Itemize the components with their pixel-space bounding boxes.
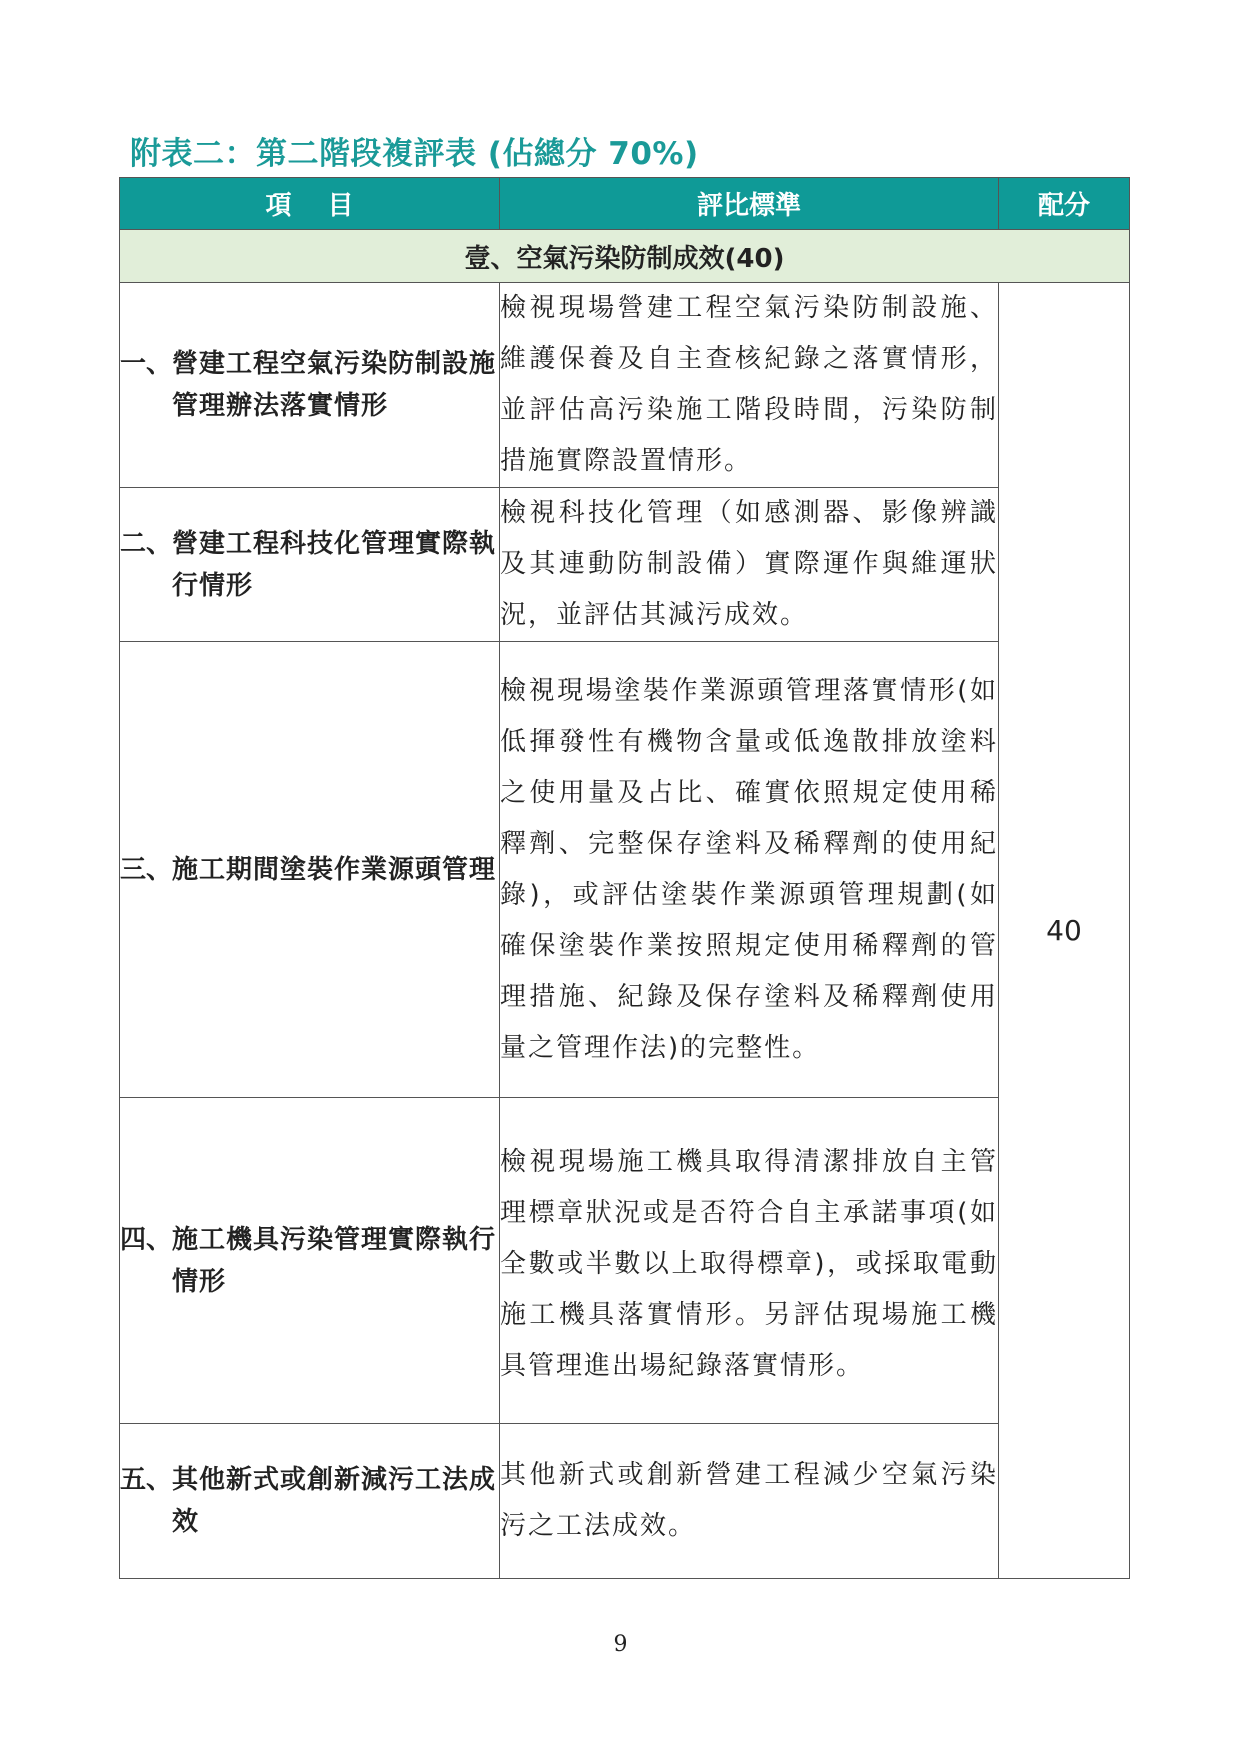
item-number: 二、 bbox=[120, 528, 173, 559]
item-number: 五、 bbox=[120, 1465, 173, 1495]
table-row bbox=[120, 1098, 1130, 1424]
item-title: 施工機具污染管理實際執行情形 bbox=[172, 1224, 497, 1297]
score-cell: 40 bbox=[999, 283, 1130, 1579]
item-cell bbox=[120, 642, 500, 1098]
item-cell bbox=[120, 488, 500, 642]
item-title: 營建工程空氣污染防制設施管理辦法落實情形 bbox=[172, 349, 497, 421]
item-number: 四、 bbox=[120, 1224, 173, 1255]
item-number: 三、 bbox=[120, 854, 173, 885]
item-number: 一、 bbox=[120, 349, 173, 379]
table-row bbox=[120, 283, 1130, 488]
table-row bbox=[120, 488, 1130, 642]
criteria-cell: 其他新式或創新營建工程減少空氣污染污之工法成效。 bbox=[500, 1424, 999, 1579]
criteria-cell: 檢視科技化管理（如感測器、影像辨識及其連動防制設備）實際運作與維運狀況，並評估其減污成效。 bbox=[500, 488, 999, 642]
section-title: 壹、空氣污染防制成效(40) bbox=[120, 230, 1130, 283]
table-row bbox=[120, 642, 1130, 1098]
table-row bbox=[120, 1424, 1130, 1579]
page-title: 附表二：第二階段複評表 (佔總分 70%) bbox=[130, 136, 699, 172]
item-cell bbox=[120, 1424, 500, 1579]
criteria-cell: 檢視現場塗裝作業源頭管理落實情形(如低揮發性有機物含量或低逸散排放塗料之使用量及占比、確實依照規定使用稀釋劑、完整保存塗料及稀釋劑的使用紀錄)，或評估塗裝作業源頭管理規劃(如確保塗裝作業按照規定使用稀釋劑的管理措施、紀錄及保存塗料及稀釋劑使用量之管理作法)的完整性。 bbox=[500, 642, 999, 1098]
header-row bbox=[120, 178, 1130, 230]
header-criteria: 評比標準 bbox=[500, 178, 999, 230]
item-cell bbox=[120, 1098, 500, 1424]
section-row bbox=[120, 230, 1130, 283]
page-number: 9 bbox=[613, 1632, 628, 1657]
item-cell bbox=[120, 283, 500, 488]
header-score: 配分 bbox=[999, 178, 1130, 230]
item-title: 其他新式或創新減污工法成效 bbox=[172, 1465, 497, 1537]
item-title: 營建工程科技化管理實際執行情形 bbox=[172, 528, 497, 601]
review-table bbox=[119, 177, 1130, 1579]
header-item: 項目 bbox=[120, 178, 500, 230]
criteria-cell: 檢視現場施工機具取得清潔排放自主管理標章狀況或是否符合自主承諾事項(如全數或半數以上取得標章)，或採取電動施工機具落實情形。另評估現場施工機具管理進出場紀錄落實情形。 bbox=[500, 1098, 999, 1424]
criteria-cell: 檢視現場營建工程空氣污染防制設施、維護保養及自主查核紀錄之落實情形，並評估高污染施工階段時間，污染防制措施實際設置情形。 bbox=[500, 283, 999, 488]
item-title: 施工期間塗裝作業源頭管理 bbox=[172, 854, 497, 885]
